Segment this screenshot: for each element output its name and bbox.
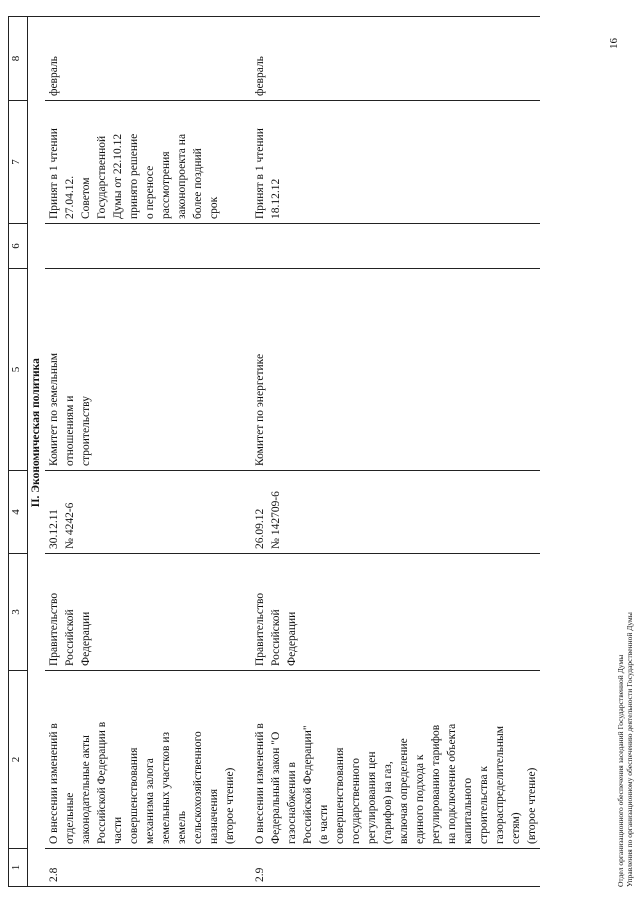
column-number: 5 — [9, 269, 28, 471]
column-number: 2 — [9, 671, 28, 849]
table-row — [238, 17, 540, 887]
column-number: 6 — [9, 224, 28, 269]
column-number: 8 — [9, 17, 28, 101]
bill-author: Правительство Российской Федерации — [238, 554, 540, 671]
table-row — [45, 17, 238, 887]
bill-title: О внесении изменений в отдельные законодательные акты Российской Федерации в части совершенствования механизма залога земельных участков из земель сельскохозяйственного назначения (второе чтение) — [45, 671, 238, 849]
bill-registration: 26.09.12 № 142709-6 — [238, 471, 540, 554]
responsible-committee: Комитет по энергетике — [238, 269, 540, 471]
footer-department: Отдел организационного обеспечения заседаний Государственной Думы — [616, 654, 625, 887]
bill-status: Принят в 1 чтении 27.04.12. Советом Государственной Думы от 22.10.12 принято решение о переносе рассмотрения законопроекта на более поздний срок — [45, 101, 238, 224]
section-row — [28, 17, 46, 887]
bill-registration: 30.12.11 № 4242-6 — [45, 471, 238, 554]
column-number: 1 — [9, 849, 28, 887]
column-number: 7 — [9, 101, 28, 224]
column-6-cell — [238, 224, 540, 269]
column-numbers-row — [9, 17, 28, 887]
responsible-committee: Комитет по земельным отношениям и строительству — [45, 269, 238, 471]
section-spacer — [28, 849, 46, 887]
bills-table — [8, 16, 540, 887]
bill-author: Правительство Российской Федерации — [45, 554, 238, 671]
row-number: 2.8 — [45, 849, 238, 887]
row-number: 2.9 — [238, 849, 540, 887]
column-number: 3 — [9, 554, 28, 671]
planned-month: февраль — [45, 17, 238, 101]
planned-month: февраль — [238, 17, 540, 101]
footer-directorate: Управления по организационному обеспечению деятельности Государственной Думы — [625, 612, 634, 887]
section-title: II. Экономическая политика — [28, 17, 46, 849]
bill-title: О внесении изменений в Федеральный закон "О газоснабжении в Российской Федерации" (в части совершенствования государственного регулирования цен (тарифов) на газ, включая определение единого подхода к регулированию тарифов на подключение объекта капитального строительства к газораспределительным сетям) (второе чтение) — [238, 671, 540, 849]
bill-status: Принят в 1 чтении 18.12.12 — [238, 101, 540, 224]
column-6-cell — [45, 224, 238, 269]
column-number: 4 — [9, 471, 28, 554]
page-number: 16 — [608, 38, 620, 49]
